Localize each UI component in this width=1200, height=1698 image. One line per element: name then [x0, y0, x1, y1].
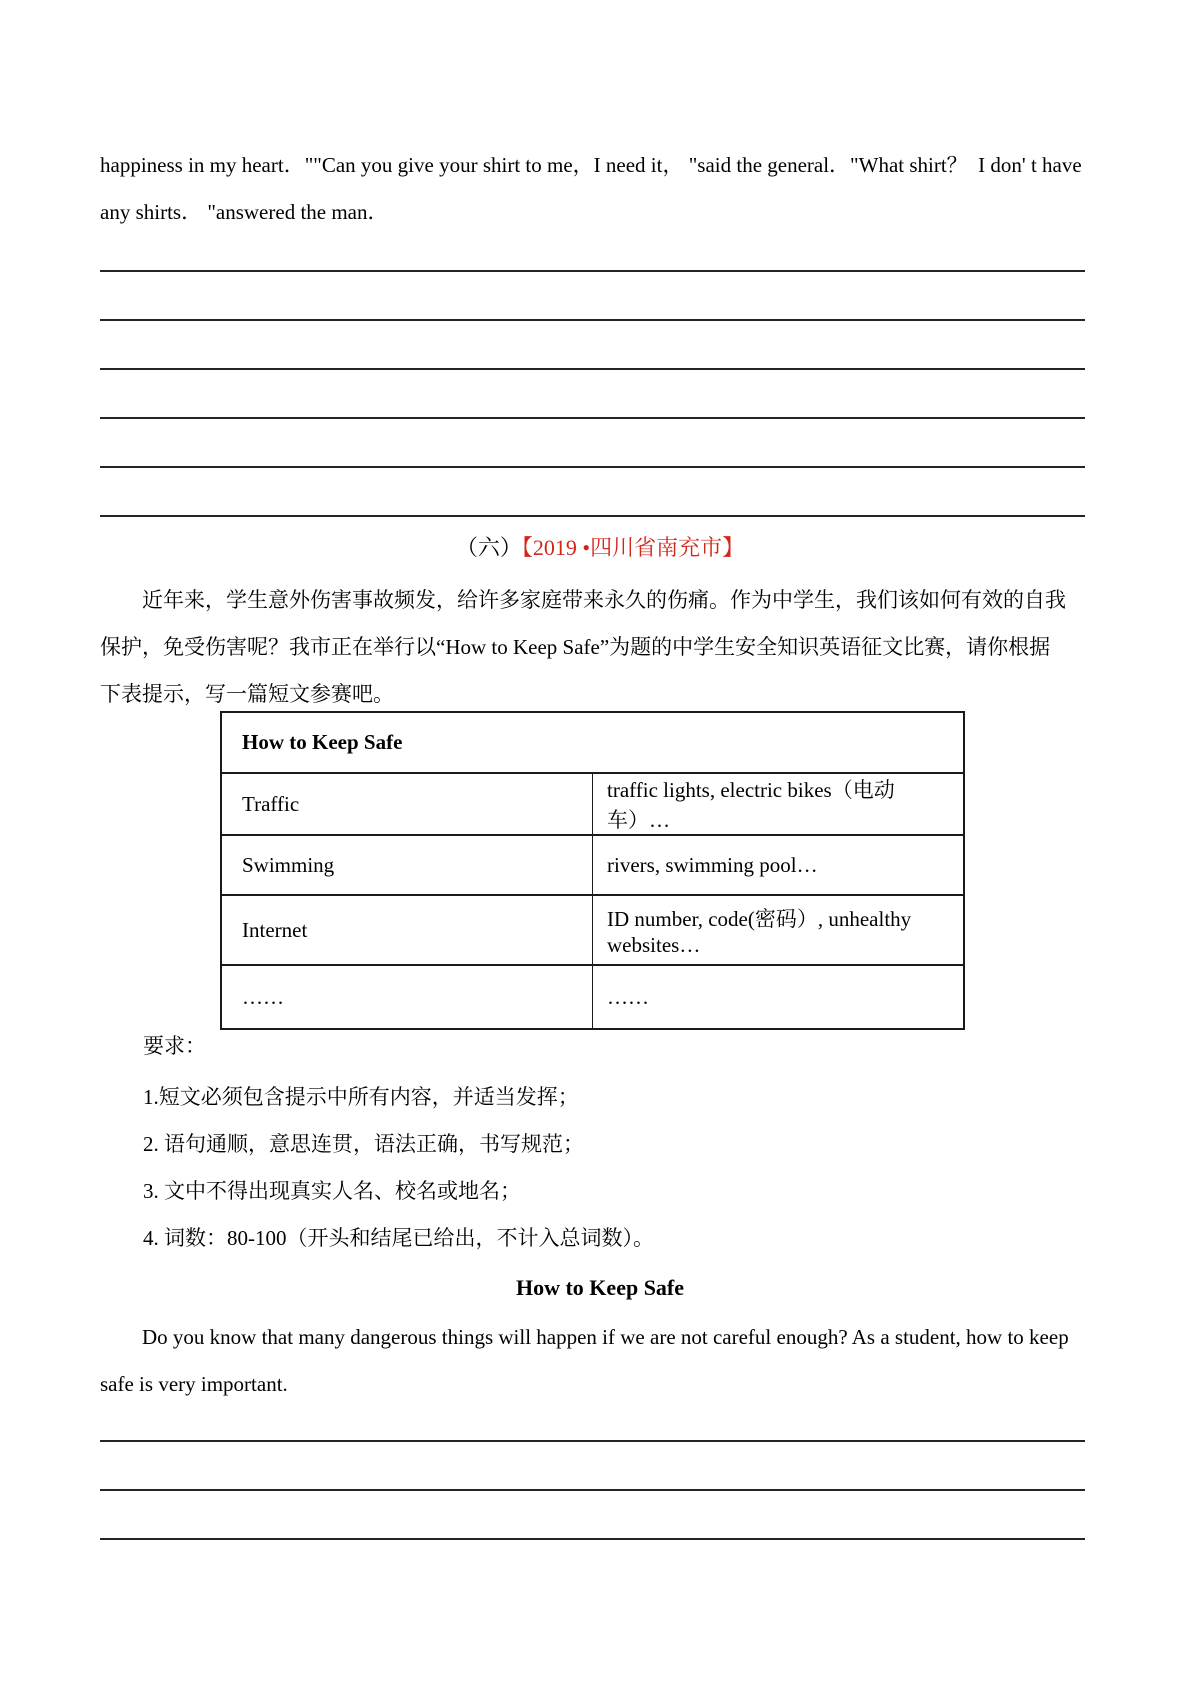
table-header-row: [221, 712, 964, 773]
passage-line: happiness in my heart．""Can you give your shirt to me，I need it， "said the general．"What shirt？ I don' t have: [100, 153, 1082, 177]
table-title: How to Keep Safe: [221, 712, 964, 773]
table-cell-hints: traffic lights, electric bikes（电动车）…: [593, 773, 965, 835]
requirement-item: 2. 语句通顺，意思连贯，语法正确，书写规范；: [143, 1132, 584, 1156]
table-row: [221, 895, 964, 965]
requirement-item: 4. 词数：80-100（开头和结尾已给出，不计入总词数）。: [143, 1226, 654, 1250]
table-row: [221, 773, 964, 835]
prompt-line: 下表提示，写一篇短文参赛吧。: [100, 682, 394, 706]
safety-hints-table: [220, 711, 965, 1030]
blank-writing-line: [100, 468, 1085, 517]
requirement-item: 1.短文必须包含提示中所有内容，并适当发挥；: [143, 1085, 579, 1109]
table-row: [221, 835, 964, 895]
blank-writing-line: [100, 1442, 1085, 1491]
section-number: （六）: [455, 535, 522, 560]
answer-writing-lines-top: [100, 223, 1085, 517]
section-source-label: 【2019 •四川省南充市】: [521, 535, 745, 560]
table-cell-topic: Internet: [221, 895, 593, 965]
blank-writing-line: [100, 1393, 1085, 1442]
blank-writing-line: [100, 1491, 1085, 1540]
table-cell-hints: ID number, code(密码）, unhealthy websites…: [593, 895, 965, 965]
table-cell-topic: Swimming: [221, 835, 593, 895]
prompt-line: 保护，免受伤害呢？我市正在举行以“How to Keep Safe”为题的中学生安全知识英语征文比赛，请你根据: [100, 635, 1051, 659]
requirement-item: 3. 文中不得出现真实人名、校名或地名；: [143, 1179, 521, 1203]
requirements-list: [143, 1074, 1103, 1262]
requirements-label: 要求：: [143, 1034, 206, 1058]
essay-opening-line: safe is very important.: [100, 1372, 288, 1396]
essay-title: How to Keep Safe: [515, 1275, 685, 1300]
prompt-paragraph: [100, 577, 1110, 718]
prompt-line: 近年来，学生意外伤害事故频发，给许多家庭带来永久的伤痛。作为中学生，我们该如何有效的自我: [142, 588, 1066, 612]
blank-writing-line: [100, 419, 1085, 468]
answer-writing-lines-bottom: [100, 1393, 1085, 1540]
blank-writing-line: [100, 223, 1085, 272]
table-cell-topic: Traffic: [221, 773, 593, 835]
blank-writing-line: [100, 370, 1085, 419]
section-heading: [0, 528, 1200, 568]
table-cell-hints: rivers, swimming pool…: [593, 835, 965, 895]
blank-writing-line: [100, 272, 1085, 321]
essay-opening-line: Do you know that many dangerous things will happen if we are not careful enough? As a student, how to keep: [142, 1325, 1069, 1349]
table-cell-topic: ……: [221, 965, 593, 1029]
table-row: [221, 965, 964, 1029]
passage-line: any shirts． "answered the man．: [100, 200, 389, 224]
reading-passage-continuation: [100, 142, 1105, 236]
blank-writing-line: [100, 321, 1085, 370]
table-cell-hints: ……: [593, 965, 965, 1029]
